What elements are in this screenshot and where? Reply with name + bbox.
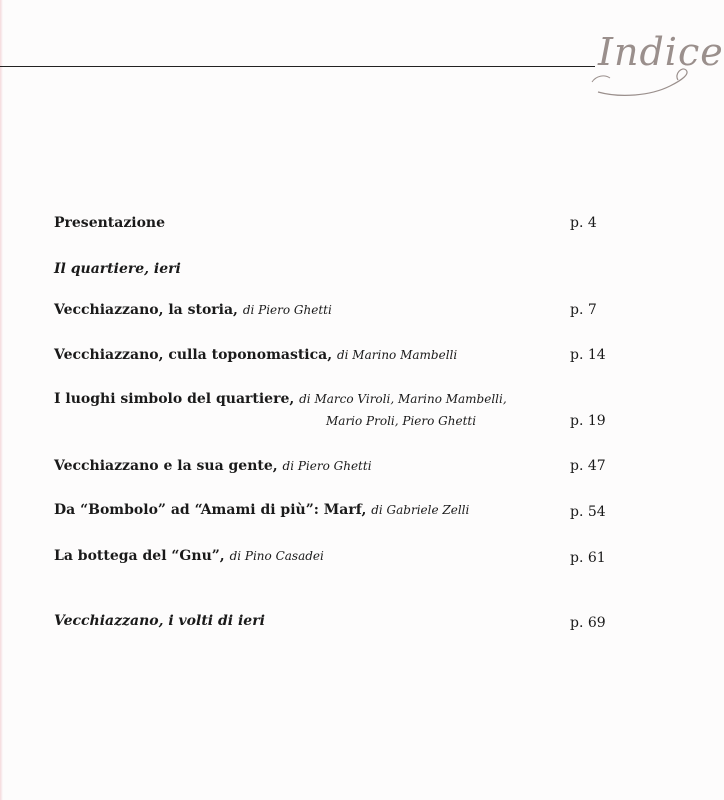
toc-entry-marf[interactable]: [54, 501, 614, 519]
index-title: Indice: [598, 30, 724, 74]
entry-page: p. 4: [570, 215, 597, 231]
header-rule: [0, 66, 595, 67]
entry-page: p. 69: [570, 615, 606, 631]
entry-page: p. 14: [570, 347, 606, 363]
entry-title: Vecchiazzano, la storia,: [54, 302, 238, 318]
entry-title: Da “Bombolo” ad “Amami di più”: Marf,: [54, 502, 367, 518]
toc-entry-volti-di-ieri[interactable]: [54, 612, 614, 630]
entry-page: p. 54: [570, 504, 606, 520]
toc-section-il-quartiere-ieri: [54, 260, 614, 278]
entry-author: di Marino Mambelli: [336, 348, 458, 362]
page-edge: [0, 0, 3, 800]
entry-author: di Marco Viroli, Marino Mambelli,: [299, 392, 507, 406]
toc-entry-sua-gente[interactable]: [54, 457, 614, 475]
section-title: Il quartiere, ieri: [54, 261, 181, 277]
entry-page: p. 7: [570, 302, 597, 318]
entry-author: di Pino Casadei: [229, 549, 324, 563]
toc-entry-toponomastica[interactable]: [54, 346, 614, 364]
flourish-icon: [590, 52, 695, 102]
toc-entry-la-storia[interactable]: [54, 301, 614, 319]
entry-page: p. 47: [570, 458, 606, 474]
entry-title: I luoghi simbolo del quartiere,: [54, 391, 295, 407]
entry-author-continued: Mario Proli, Piero Ghetti: [326, 414, 477, 428]
entry-title: Vecchiazzano, culla toponomastica,: [54, 347, 333, 363]
entry-title: Presentazione: [54, 215, 166, 231]
toc-entry-luoghi-simbolo[interactable]: [54, 390, 614, 434]
toc-entry-presentazione[interactable]: [54, 214, 614, 232]
entry-author: di Gabriele Zelli: [371, 503, 470, 517]
entry-title: Vecchiazzano e la sua gente,: [54, 458, 278, 474]
entry-author: di Piero Ghetti: [282, 459, 372, 473]
entry-title: Vecchiazzano, i volti di ieri: [54, 613, 265, 629]
entry-title: La bottega del “Gnu”,: [54, 548, 225, 564]
entry-page: p. 61: [570, 550, 606, 566]
entry-page: p. 19: [570, 413, 606, 429]
entry-author: di Piero Ghetti: [242, 303, 332, 317]
toc-entry-bottega-gnu[interactable]: [54, 547, 614, 565]
